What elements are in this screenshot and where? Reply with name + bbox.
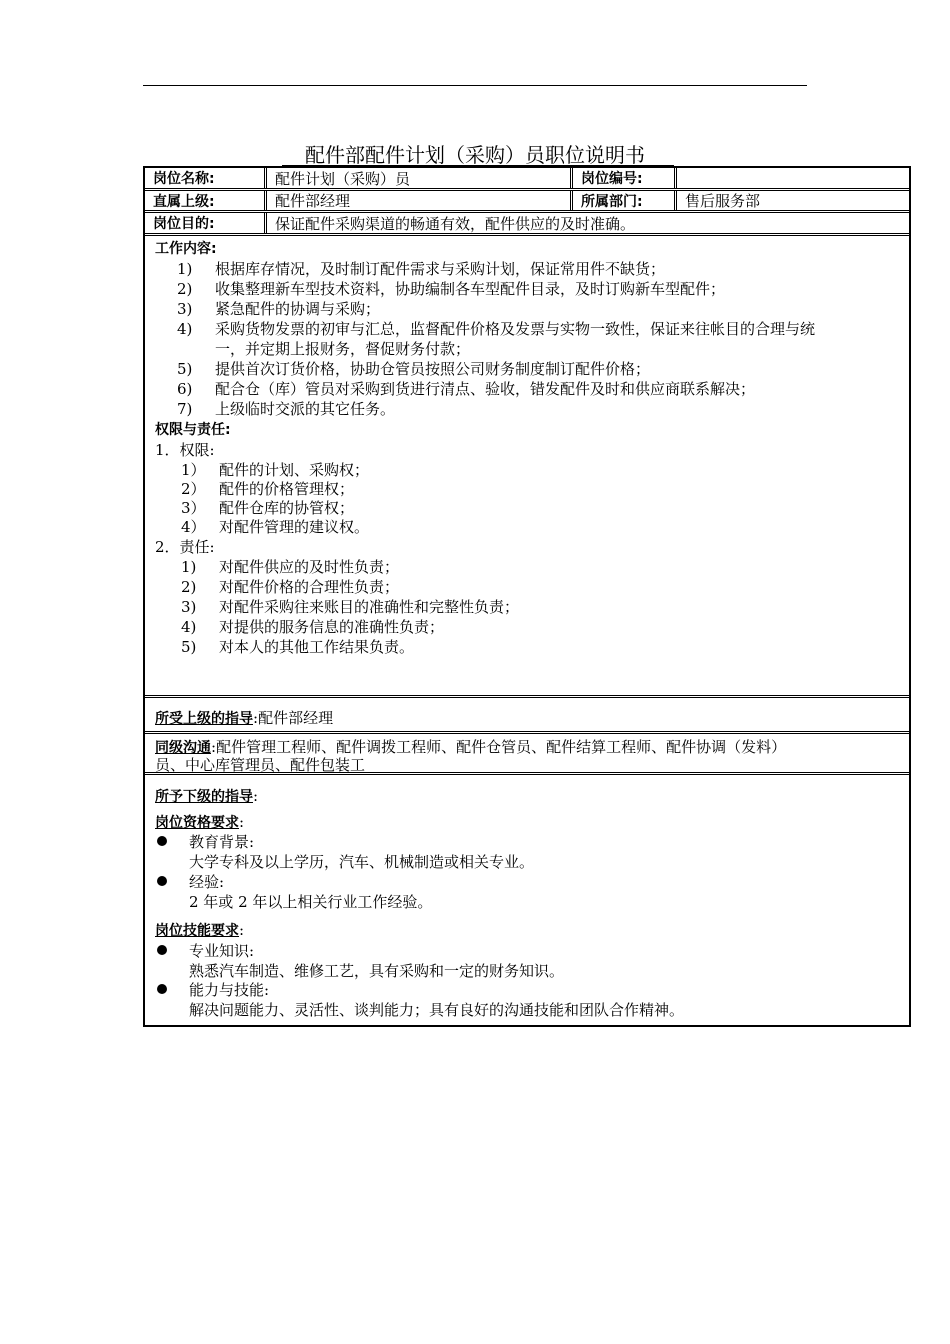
rights-item-number: 1） [181,461,206,479]
guidance-superior-label: 所受上级的指导 [155,711,253,727]
education-value: 大学专科及以上学历，汽车、机械制造或相关专业。 [189,853,535,871]
post-no-label: 岗位编号: [573,168,677,188]
bullet-icon [157,984,167,994]
row-superior [145,191,909,213]
work-item [177,338,470,359]
work-item-number: 6) [177,380,193,398]
duties-item-text: 对配件采购往来账目的准确性和完整性负责； [219,598,520,616]
work-item-text: 根据库存情况，及时制订配件需求与采购计划，保证常用件不缺货； [215,260,666,278]
rights-item-number: 3） [181,499,206,517]
work-content-section [145,236,909,698]
work-item [177,398,395,419]
authority-heading: 权限与责任: [155,422,231,438]
work-item [177,358,650,379]
qualifications-label: 岗位资格要求 [155,815,239,831]
duties-item [181,556,399,577]
work-item-number: 4) [177,320,193,338]
post-name-label: 岗位名称: [145,168,267,188]
peer-comm-value-2: 员、中心库管理员、配件包装工 [155,756,366,774]
post-no-value [677,168,909,188]
skills-line [155,920,244,940]
guidance-subordinate-label: 所予下级的指导 [155,789,253,805]
rights-item-text: 配件仓库的协管权； [219,499,355,517]
guidance-superior-line [155,707,333,728]
duties-item [181,596,519,617]
duties-item [181,636,414,657]
work-item-number: 5) [177,360,193,378]
work-heading: 工作内容: [155,241,217,257]
purpose-label: 岗位目的: [145,213,267,233]
guidance-superior-value: 配件部经理 [258,709,334,727]
work-item-text: 配合仓（库）管员对采购到货进行清点、验收，错发配件及时和供应商联系解决； [215,380,756,398]
work-item [177,298,380,319]
work-item [177,258,665,279]
peer-comm-colon: : [211,738,217,756]
work-item-text: 提供首次订货价格，协助仓管员按照公司财务制度制订配件价格； [215,360,651,378]
work-item-text: 紧急配件的协调与采购； [215,300,381,318]
rights-item-number: 4） [181,518,206,536]
ability-value: 解决问题能力、灵活性、谈判能力；具有良好的沟通技能和团队合作精神。 [189,1001,685,1019]
duties-item-text: 对本人的其他工作结果负责。 [219,638,415,656]
duties-item-text: 对提供的服务信息的准确性负责； [219,618,445,636]
rights-title: 1．权限: [155,441,215,459]
work-item [177,378,755,399]
document-title: 配件部配件计划（采购）员职位说明书 [305,143,645,167]
duties-item-number: 3) [181,598,197,616]
qualifications-line [155,812,244,832]
guidance-subordinate-colon: : [253,787,259,805]
rights-item-text: 配件的计划、采购权； [219,461,370,479]
rights-item [181,497,354,518]
peer-comm-value-1: 配件管理工程师、配件调拨工程师、配件仓管员、配件结算工程师、配件协调（发料） [216,738,787,756]
header-rule [143,85,807,86]
peer-comm-label: 同级沟通 [155,740,211,756]
work-item-number: 2) [177,280,193,298]
rights-item [181,516,369,537]
rights-item [181,459,369,480]
skills-colon: : [239,921,245,939]
rights-item [181,478,354,499]
work-item [177,318,815,339]
duties-item-number: 2) [181,578,197,596]
work-item-text: 采购货物发票的初审与汇总，监督配件价格及发票与实物一致性，保证来往帐目的合理与统 [215,320,816,338]
knowledge-title: 专业知识: [189,942,255,960]
work-item-text: 上级临时交派的其它任务。 [215,400,396,418]
post-name-value: 配件计划（采购）员 [267,168,573,188]
guidance-superior-colon: : [253,709,259,727]
work-item-number: 1) [177,260,193,278]
duties-item-number: 4) [181,618,197,636]
dept-value: 售后服务部 [685,192,761,210]
work-item-text: 一，并定期上报财务，督促财务付款； [215,340,471,358]
education-title: 教育背景: [189,833,255,851]
skills-label: 岗位技能要求 [155,923,239,939]
work-item-text: 收集整理新车型技术资料，协助编制各车型配件目录，及时订购新车型配件； [215,280,726,298]
ability-title: 能力与技能: [189,981,270,999]
work-item-number: 3) [177,300,193,318]
bullet-icon [157,945,167,955]
row-post-name [145,168,909,191]
rights-item-text: 配件的价格管理权； [219,480,355,498]
work-item [177,278,725,299]
duties-item-text: 对配件价格的合理性负责； [219,578,400,596]
qualifications-section [145,775,909,1029]
duties-item-number: 5) [181,638,197,656]
duties-item [181,616,444,637]
row-guidance-superior [145,698,909,734]
purpose-value: 保证配件采购渠道的畅通有效，配件供应的及时准确。 [275,214,636,233]
work-item-number: 7) [177,400,193,418]
rights-item-text: 对配件管理的建议权。 [219,518,370,536]
duties-item [181,576,399,597]
row-purpose [145,213,909,236]
bullet-icon [157,876,167,886]
experience-value: 2 年或 2 年以上相关行业工作经验。 [189,893,433,911]
rights-item-number: 2） [181,480,206,498]
row-peer-communication [145,734,909,775]
superior-value: 配件部经理 [267,191,573,210]
guidance-subordinate-line [155,786,258,806]
superior-label: 直属上级: [145,191,267,210]
duties-item-number: 1) [181,558,197,576]
dept-label: 所属部门: [573,191,677,210]
duties-title: 2．责任: [155,538,215,556]
bullet-icon [157,836,167,846]
knowledge-value: 熟悉汽车制造、维修工艺，具有采购和一定的财务知识。 [189,962,565,980]
job-description-table [143,166,911,1027]
experience-title: 经验: [189,873,225,891]
qualifications-colon: : [239,813,245,831]
duties-item-text: 对配件供应的及时性负责； [219,558,400,576]
